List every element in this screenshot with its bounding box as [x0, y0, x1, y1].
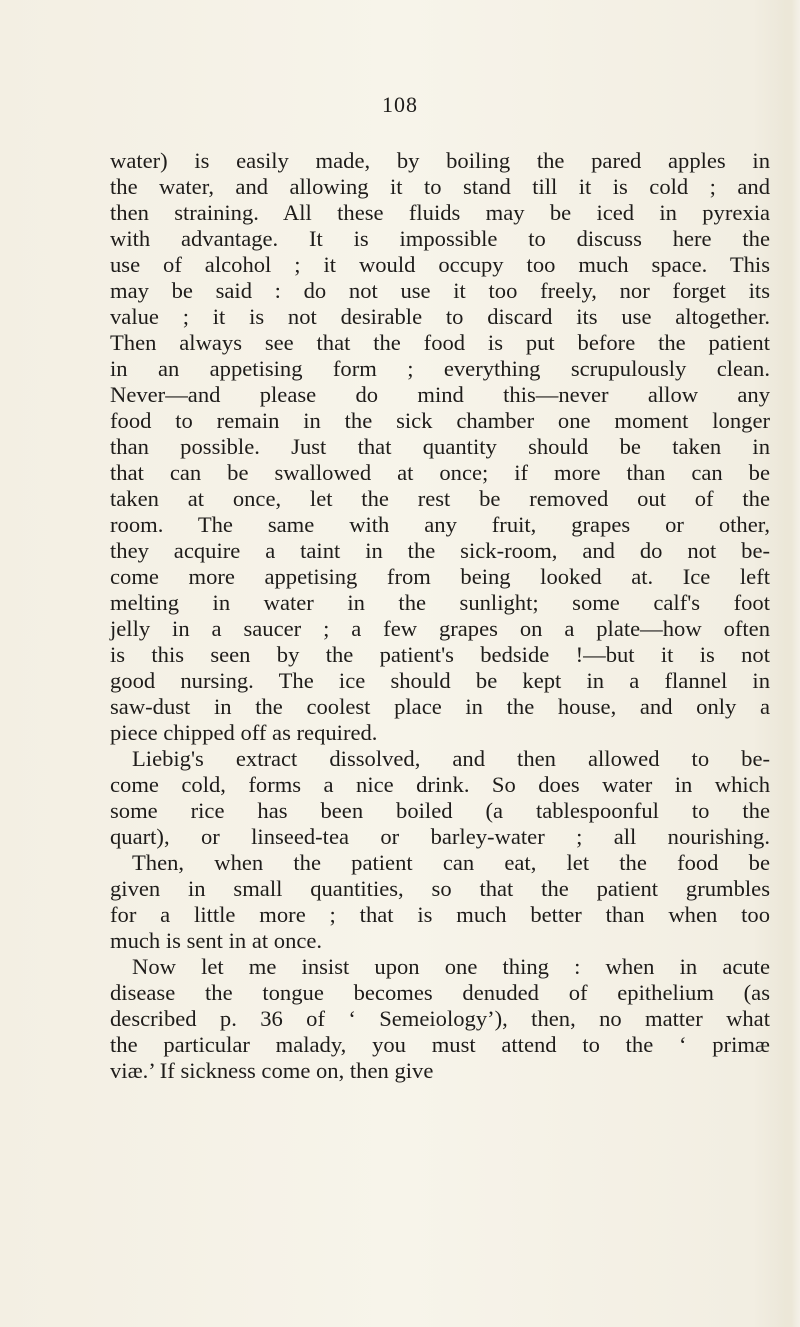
text-line: is this seen by the patient's bedside !—but it is not — [110, 642, 770, 667]
text-line: than possible. Just that quantity should be taken in — [110, 434, 770, 459]
text-line: in an appetising form ; everything scrupulously clean. — [110, 356, 770, 381]
page-number: 108 — [382, 92, 418, 117]
text-line: come cold, forms a nice drink. So does water in which — [110, 772, 770, 797]
text-line: some rice has been boiled (a tablespoonful to the — [110, 798, 770, 823]
paragraph-start-line: Now let me insist upon one thing : when in acute — [132, 954, 770, 979]
text-line: the particular malady, you must attend to the ‘ primæ — [110, 1032, 770, 1057]
paragraph-end-line: piece chipped off as required. — [110, 720, 378, 745]
text-line: quart), or linseed-tea or barley-water ; all nourishing. — [110, 824, 770, 849]
text-line: the water, and allowing it to stand till it is cold ; and — [110, 174, 770, 199]
text-line: water) is easily made, by boiling the pared apples in — [110, 148, 770, 173]
paragraph-end-line: much is sent in at once. — [110, 928, 323, 953]
text-line: good nursing. The ice should be kept in a flannel in — [110, 668, 770, 693]
text-line: Never—and please do mind this—never allow any — [110, 382, 770, 407]
paragraph-start-line: Liebig's extract dissolved, and then allowed to be- — [132, 746, 770, 771]
page-edge-shadow — [778, 0, 800, 1327]
text-line: come more appetising from being looked at. Ice left — [110, 564, 770, 589]
text-line: may be said : do not use it too freely, nor forget its — [110, 278, 770, 303]
text-line: value ; it is not desirable to discard its use altogether. — [110, 304, 770, 329]
text-line: taken at once, let the rest be removed out of the — [110, 486, 770, 511]
text-line: they acquire a taint in the sick-room, and do not be- — [110, 538, 770, 563]
paragraph-start-line: Then, when the patient can eat, let the food be — [132, 850, 770, 875]
paragraph-end-line: viæ.’ If sickness come on, then give — [110, 1058, 434, 1083]
text-line: use of alcohol ; it would occupy too much space. This — [110, 252, 770, 277]
text-line: that can be swallowed at once; if more than can be — [110, 460, 770, 485]
text-line: saw-dust in the coolest place in the house, and only a — [110, 694, 770, 719]
text-line: food to remain in the sick chamber one moment longer — [110, 408, 770, 433]
text-line: given in small quantities, so that the patient grumbles — [110, 876, 770, 901]
text-line: disease the tongue becomes denuded of epithelium (as — [110, 980, 770, 1005]
text-line: melting in water in the sunlight; some calf's foot — [110, 590, 770, 615]
text-line: described p. 36 of ‘ Semeiology’), then, no matter what — [110, 1006, 770, 1031]
text-line: then straining. All these fluids may be iced in pyrexia — [110, 200, 770, 225]
text-line: room. The same with any fruit, grapes or other, — [110, 512, 770, 537]
body-text — [110, 148, 770, 1084]
text-line: for a little more ; that is much better than when too — [110, 902, 770, 927]
text-line: jelly in a saucer ; a few grapes on a plate—how often — [110, 616, 770, 641]
text-line: Then always see that the food is put before the patient — [110, 330, 770, 355]
text-line: with advantage. It is impossible to discuss here the — [110, 226, 770, 251]
